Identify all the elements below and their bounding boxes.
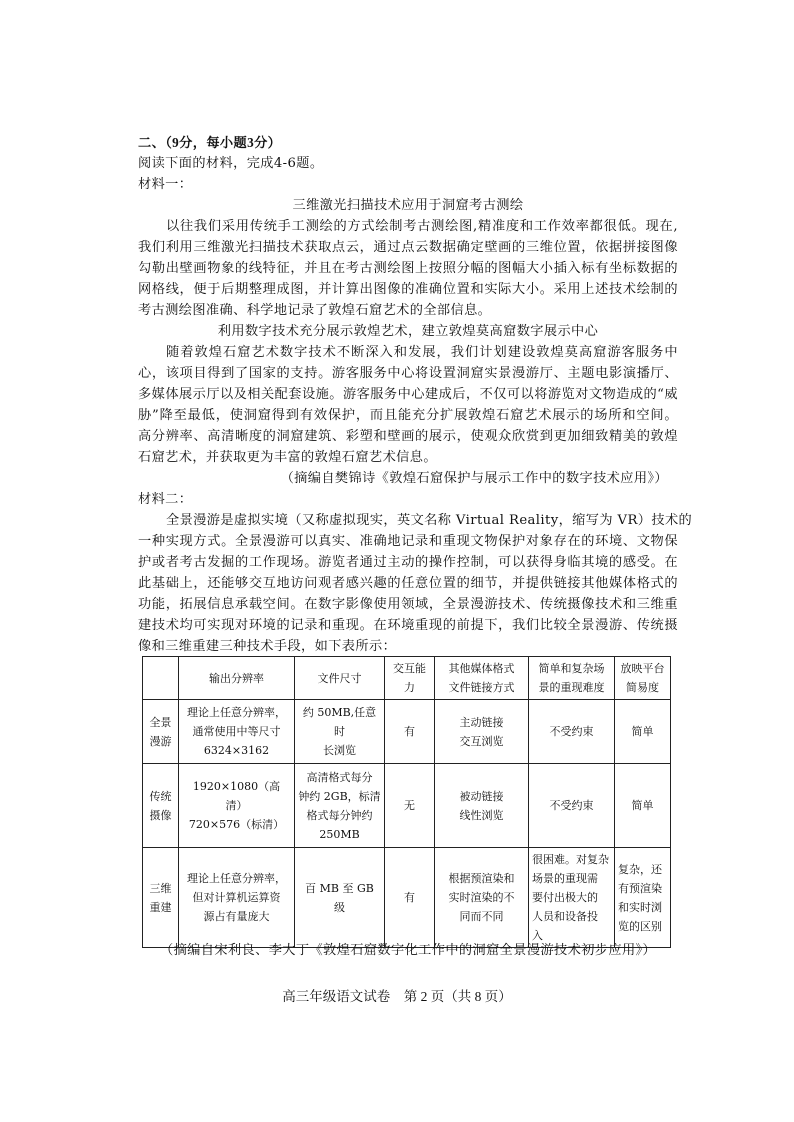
instruction: 阅读下面的材料，完成4-6题。 xyxy=(138,156,324,171)
table-cell: 百 MB 至 GB 级 xyxy=(295,848,385,948)
material2-para-line: 建技术均可实现对环境的记录和重现。在环境重现的前提下，我们比较全景漫游、传统摄 xyxy=(138,618,678,633)
page-footer: 高三年级语文试卷 第 2 页（共 8 页） xyxy=(282,989,512,1004)
table-cell: 全景 漫游 xyxy=(143,700,179,764)
material1-para1-line: 我们利用三维激光扫描技术获取点云，通过点云数据确定壁画的三维位置，依据拼接图像 xyxy=(138,240,678,255)
material1-para2-line: 高分辨率、高清晰度的洞窟建筑、彩塑和壁画的展示，使观众欣赏到更加细致精美的敦煌 xyxy=(138,429,678,444)
material1-label: 材料一： xyxy=(138,177,193,192)
material1-para1-line: 网格线，便于后期整理成图，并计算出图像的准确位置和实际大小。采用上述技术绘制的 xyxy=(138,282,678,297)
table-header-cell: 输出分辨率 xyxy=(179,657,295,700)
material1-source: （摘编自樊锦诗《敦煌石窟保护与展示工作中的数字技术应用》） xyxy=(280,471,668,486)
material1-para2-line: 多媒体展示厅以及相关配套设施。游客服务中心建成后，不仅可以将游览对文物造成的“威 xyxy=(138,387,678,402)
material2-para-line: 全景漫游是虚拟实境（又称虚拟现实，英文名称 Virtual Reality，缩写为 VR）技术的 xyxy=(166,513,693,528)
table-cell: 传统 摄像 xyxy=(143,764,179,848)
table-header-row xyxy=(143,657,671,700)
table-cell: 理论上任意分辨率， 但对计算机运算资 源占有量庞大 xyxy=(179,848,295,948)
table-cell: 有 xyxy=(385,700,435,764)
material1-para2-line: 随着敦煌石窟艺术数字技术不断深入和发展，我们计划建设敦煌莫高窟游客服务中 xyxy=(166,345,678,360)
table-row xyxy=(143,764,671,848)
table-row xyxy=(143,848,671,948)
table-header-cell: 交互能力 xyxy=(385,657,435,700)
table-header-cell: 其他媒体格式 文件链接方式 xyxy=(435,657,529,700)
material1-subtitle2: 利用数字技术充分展示敦煌艺术，建立敦煌莫高窟数字展示中心 xyxy=(217,324,599,339)
table-cell: 三维 重建 xyxy=(143,848,179,948)
table-header-cell: 简单和复杂场 景的重现难度 xyxy=(529,657,615,700)
table-cell: 有 xyxy=(385,848,435,948)
table-row xyxy=(143,700,671,764)
table-header-cell: 放映平台 简易度 xyxy=(615,657,671,700)
table-cell: 1920×1080（高清） 720×576（标清） xyxy=(179,764,295,848)
table-cell: 简单 xyxy=(615,700,671,764)
material1-para1-line: 以往我们采用传统手工测绘的方式绘制考古测绘图,精准度和工作效率都很低。现在, xyxy=(166,219,678,234)
table-cell: 约 50MB,任意时 长浏览 xyxy=(295,700,385,764)
material2-para-line: 功能，拓展信息承载空间。在数字影像使用领域，全景漫游技术、传统摄像技术和三维重 xyxy=(138,597,678,612)
material1-para2-line: 心，该项目得到了国家的支持。游客服务中心将设置洞窟实景漫游厅、主题电影演播厅、 xyxy=(138,366,678,381)
table-cell: 不受约束 xyxy=(529,700,615,764)
table-cell: 高清格式每分 钟约 2GB，标清 格式每分钟约 250MB xyxy=(295,764,385,848)
material2-para-line: 此基础上，还能够交互地访问观者感兴趣的任意位置的细节，并提供链接其他媒体格式的 xyxy=(138,576,678,591)
material1-para2-line: 胁”降至最低，使洞窟得到有效保护，而且能充分扩展敦煌石窟艺术展示的场所和空间。 xyxy=(138,408,678,423)
table-cell: 复杂，还 有预渲染 和实时浏 览的区别 xyxy=(615,848,671,948)
material2-para-line: 护或者考古发掘的工作现场。游览者通过主动的操作控制，可以获得身临其境的感受。在 xyxy=(138,555,678,570)
material2-para-line: 一种实现方式。全景漫游可以真实、准确地记录和重现文物保护对象存在的环境、文物保 xyxy=(138,534,678,549)
section-heading: 二、（9分，每小题3分） xyxy=(138,135,282,150)
material2-source: （摘编自宋利良、李大丁《敦煌石窟数字化工作中的洞窟全景漫游技术初步应用》） xyxy=(160,943,657,958)
comparison-table xyxy=(142,656,671,948)
table-cell: 被动链接 线性浏览 xyxy=(435,764,529,848)
material1-para2-line: 石窟艺术，并获取更为丰富的敦煌石窟艺术信息。 xyxy=(138,450,437,465)
table-cell: 简单 xyxy=(615,764,671,848)
material2-label: 材料二： xyxy=(138,492,193,507)
table-header-cell: 文件尺寸 xyxy=(295,657,385,700)
material1-para1-line: 勾勒出壁画物象的线特征，并且在考古测绘图上按照分幅的图幅大小插入标有坐标数据的 xyxy=(138,261,678,276)
material1-subtitle1: 三维激光扫描技术应用于洞窟考古测绘 xyxy=(292,198,524,213)
material1-para1-line: 考古测绘图准确、科学地记录了敦煌石窟艺术的全部信息。 xyxy=(138,303,492,318)
table-cell: 不受约束 xyxy=(529,764,615,848)
material2-para-line: 像和三维重建三种技术手段，如下表所示： xyxy=(138,639,397,654)
table-cell: 根据预渲染和 实时渲染的不 同而不同 xyxy=(435,848,529,948)
table-cell: 理论上任意分辨率， 通常使用中等尺寸 6324×3162 xyxy=(179,700,295,764)
table-cell: 无 xyxy=(385,764,435,848)
table-cell: 很困难。对复杂 场景的重现需 要付出极大的 人员和设备投 入 xyxy=(529,848,615,948)
table-header-cell xyxy=(143,657,179,700)
table-cell: 主动链接 交互浏览 xyxy=(435,700,529,764)
